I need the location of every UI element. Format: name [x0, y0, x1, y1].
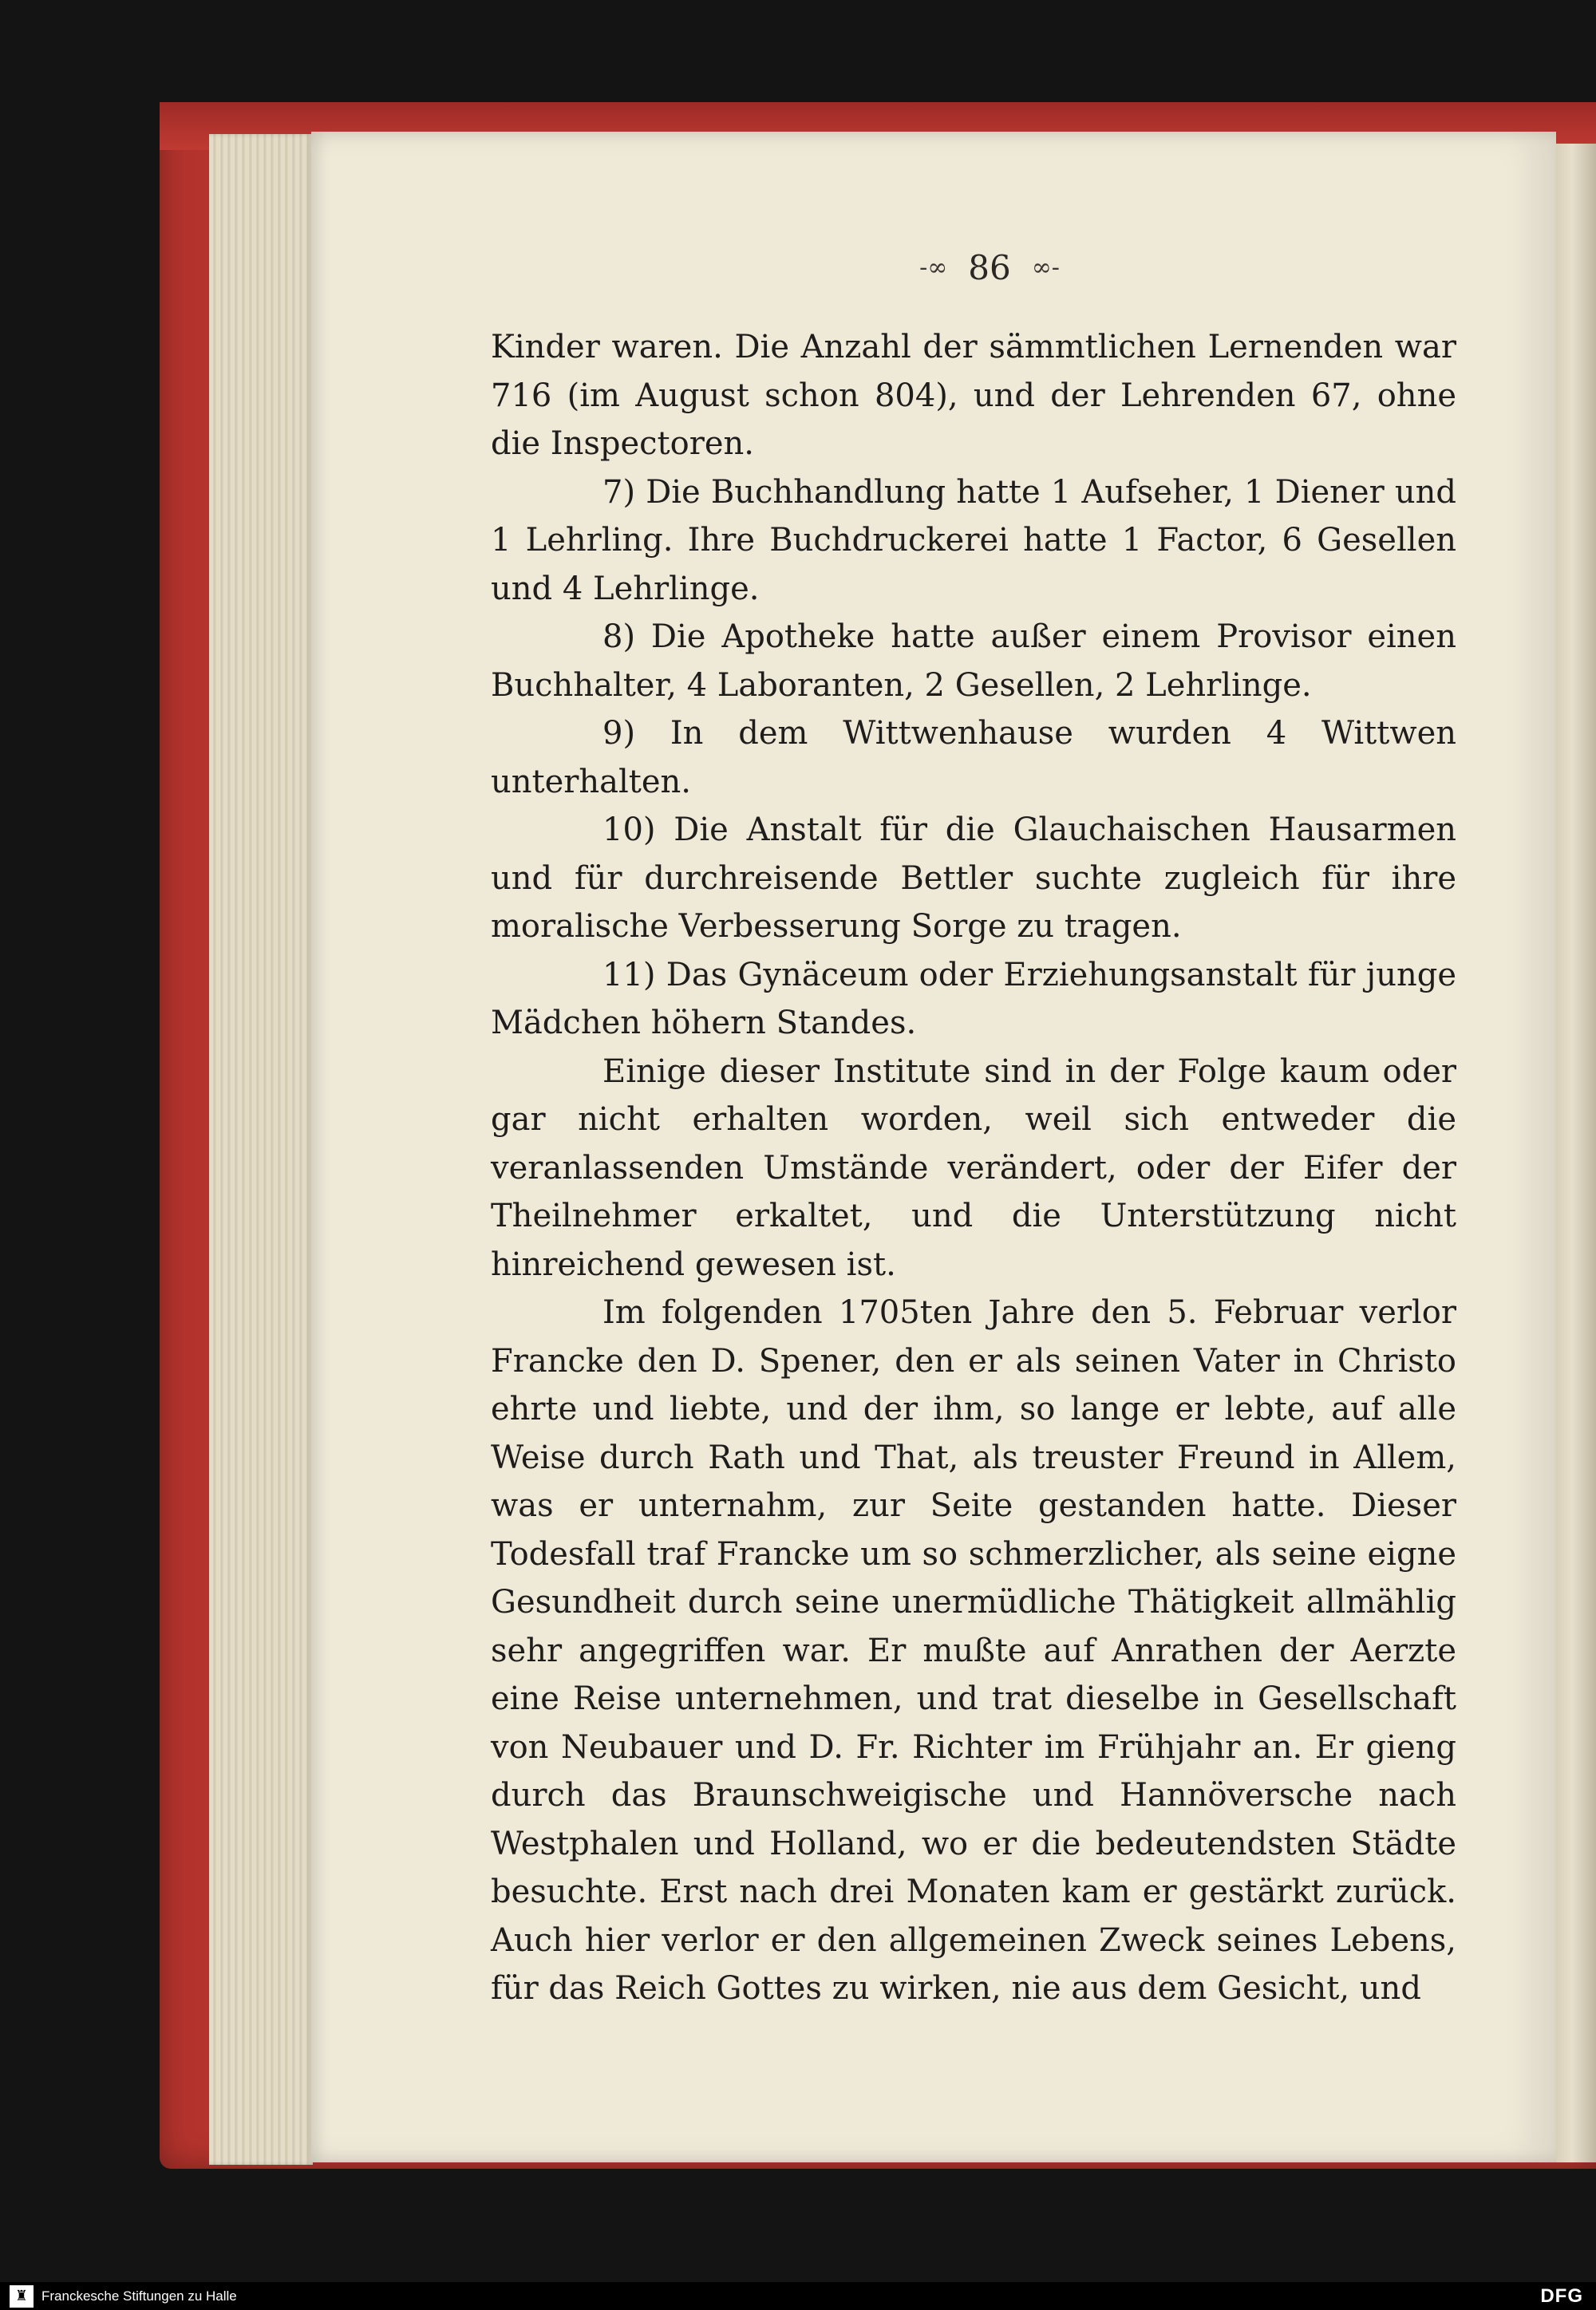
paragraph: Einige dieser Institute sind in der Folge kaum oder gar nicht erhalten worden, weil sich entweder die veranlassenden Umstände verändert, oder der Eifer der Theilnehmer erkaltet, und die Unterstützung nicht hinreichend gewesen ist. [491, 1052, 1456, 1283]
paragraph: Im folgenden 1705ten Jahre den 5. Februar verlor Francke den D. Spener, den er als seinen Vater in Christo ehrte und liebte, und der ihm, so lange er lebte, auf alle Weise durch Rath und That, als treuster Freund in Allem, was er unternahm, zur Seite gestanden hatte. Dieser Todesfall traf Francke um so schmerzlicher, als seine eigne Gesundheit durch seine unermüdliche Thätigkeit allmählig sehr angegriffen war. Er mußte auf Anrathen der Aerzte eine Reise unternehmen, und trat dieselbe in Gesellschaft von Neubauer und D. Fr. Richter im Frühjahr an. Er gieng durch das Braunschweigische und Hannöversche nach Westphalen und Holland, wo er die bedeutendsten Städte besuchte. Erst nach drei Monaten kam er gestärkt zurück. Auch hier verlor er den allgemeinen Zweck seines Lebens, für das Reich Gottes zu wirken, nie aus dem Gesicht, und [491, 1294, 1456, 2007]
institution-logo-icon: ♜ [10, 2285, 34, 2308]
paragraph: 11) Das Gynäceum oder Erziehungsanstalt für junge Mädchen höhern Standes. [491, 956, 1456, 1041]
dfg-logo[interactable]: DFG [1540, 2284, 1583, 2307]
institution-label: Franckesche Stiftungen zu Halle [41, 2288, 237, 2304]
paragraph: 9) In dem Wittwenhause wurden 4 Wittwen unterhalten. [491, 715, 1456, 800]
ornament-right-icon: ∞- [1031, 253, 1060, 282]
page-number: 86 [968, 247, 1011, 287]
footer-institution[interactable] [0, 2285, 237, 2308]
page-right-edge [1556, 144, 1596, 2162]
paragraph: Kinder waren. Die Anzahl der sämmtlichen Lernenden war 716 (im August schon 804), und der Lehrenden 67, ohne die Inspectoren. [491, 329, 1456, 462]
paragraph: 7) Die Buchhandlung hatte 1 Aufseher, 1 Diener und 1 Lehrling. Ihre Buchdruckerei hatte 1 Factor, 6 Gesellen und 4 Lehrlinge. [491, 473, 1456, 607]
page-edges [209, 134, 313, 2165]
ornament-left-icon: -∞ [919, 253, 948, 282]
paragraph: 10) Die Anstalt für die Glauchaischen Hausarmen und für durchreisende Bettler suchte zugleich für ihre moralische Verbesserung Sorge zu tragen. [491, 811, 1456, 945]
page-header [870, 243, 1109, 291]
paragraph: 8) Die Apotheke hatte außer einem Provisor einen Buchhalter, 4 Laboranten, 2 Gesellen, 2 Lehrlinge. [491, 618, 1456, 704]
page-text [491, 323, 1456, 2013]
viewer-footer [0, 2282, 1596, 2310]
